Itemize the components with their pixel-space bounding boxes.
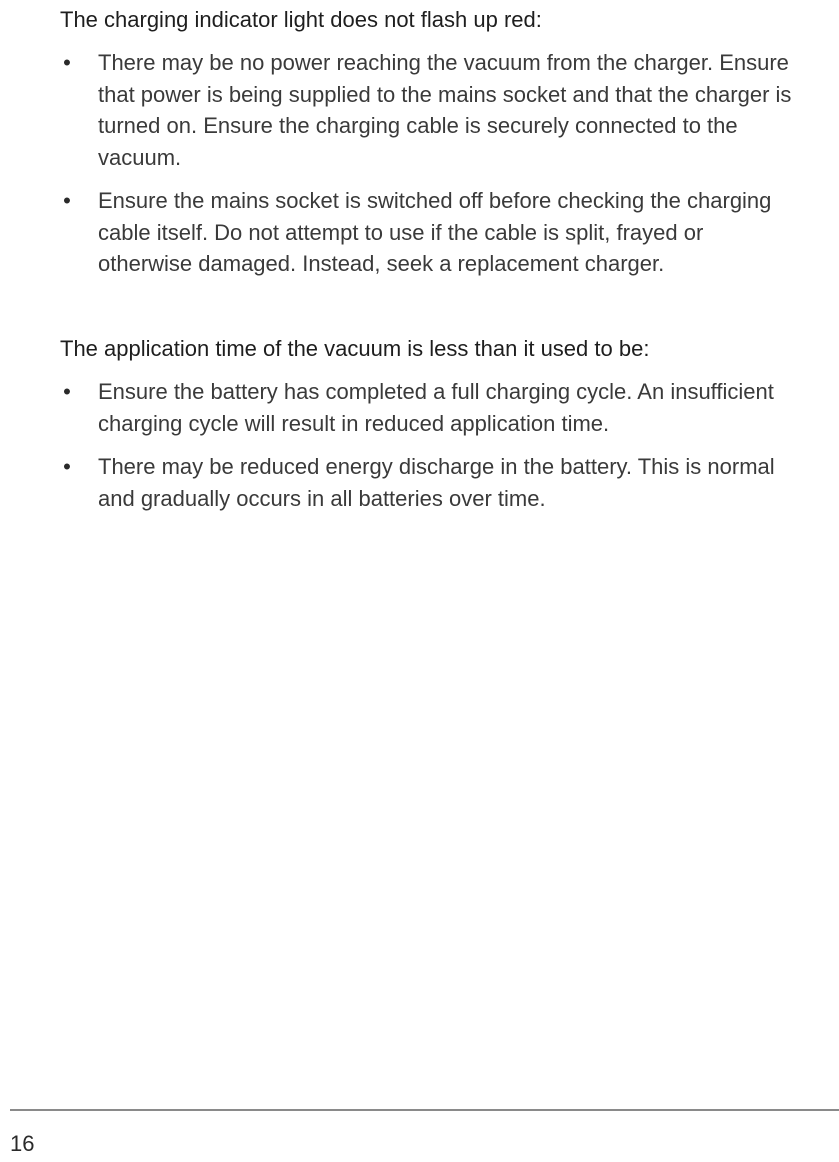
list-item-text: There may be reduced energy discharge in the battery. This is normal and gradually occurs in all batteries over time.	[98, 454, 775, 511]
page-number: 16	[10, 1131, 35, 1156]
list-item-text: Ensure the battery has completed a full charging cycle. An insufficient charging cycle will result in reduced application time.	[98, 379, 774, 436]
footer-divider	[10, 1109, 839, 1111]
bullet-icon: •	[63, 379, 71, 404]
list-item-text: Ensure the mains socket is switched off before checking the charging cable itself. Do not attempt to use if the cable is split, frayed or otherwise damaged. Instead, seek a replacement charger.	[98, 188, 772, 276]
bullet-icon: •	[63, 50, 71, 75]
bullet-list	[60, 47, 800, 280]
list-item	[60, 185, 800, 280]
section-heading: The charging indicator light does not flash up red:	[60, 7, 542, 32]
bullet-icon: •	[63, 454, 71, 479]
list-item	[60, 47, 800, 173]
troubleshooting-section-application-time	[60, 333, 800, 526]
list-item-text: There may be no power reaching the vacuum from the charger. Ensure that power is being supplied to the mains socket and that the charger is turned on. Ensure the charging cable is securely connected to the vacuum.	[98, 50, 792, 170]
bullet-list	[60, 376, 800, 514]
troubleshooting-section-charging-light	[60, 4, 800, 292]
bullet-icon: •	[63, 188, 71, 213]
list-item	[60, 451, 800, 514]
list-item	[60, 376, 800, 439]
section-heading: The application time of the vacuum is less than it used to be:	[60, 336, 650, 361]
